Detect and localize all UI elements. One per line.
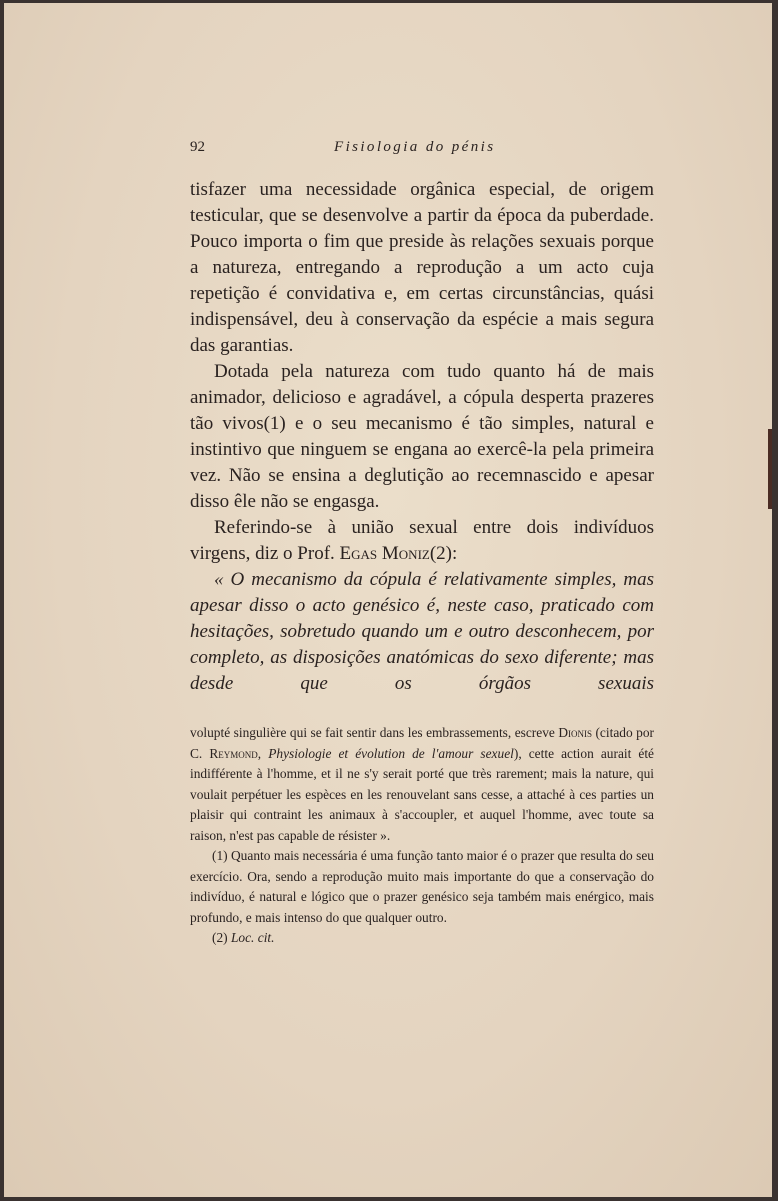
footnote-2-text: Loc. cit. bbox=[230, 930, 275, 945]
footnote-cont-text-b: (citado por C. bbox=[190, 725, 654, 761]
cited-author-reymond: Reymond bbox=[209, 745, 258, 761]
paragraph-2 bbox=[190, 359, 654, 515]
paragraph-3 bbox=[190, 515, 654, 567]
author-name: Egas Moniz bbox=[339, 543, 430, 564]
page-edge-mark bbox=[768, 429, 772, 509]
cited-title: Physiologie et évolution de l'amour sexuel bbox=[268, 745, 514, 761]
body-text bbox=[190, 177, 654, 697]
quotation: « O mecanismo da cópula é relativamente simples, mas apesar disso o acto genésico é, neste caso, praticado com hesitações, sobretudo quando um e outro desconhecem, por completo, as disposições anatómicas do sexo diferente; mas desde que os órgãos sexuais bbox=[190, 569, 654, 694]
footnotes bbox=[190, 723, 654, 949]
footnote-ref-1: (1) bbox=[263, 413, 286, 434]
paragraph-2-text-a: Dotada pela natureza com tudo quanto há de mais animador, delicioso e agradável, a cópula desperta prazeres tão vivos bbox=[190, 361, 654, 434]
paragraph-1: tisfazer uma necessidade orgânica especial, de origem testicular, que se desenvolve a partir da época da puberdade. Pouco importa o fim que preside às relações sexuais porque a natureza, entregando a reprodução a um acto cuja repetição é convidativa e, em certas circunstâncias, quási indispensável, deu à conservação da espécie a mais segura das garantias. bbox=[190, 179, 654, 356]
paragraph-3-text: Referindo-se à união sexual entre dois indivíduos virgens, diz o Prof. bbox=[190, 517, 654, 564]
page-number: 92 bbox=[190, 139, 205, 155]
footnote-ref-2: (2): bbox=[429, 543, 458, 564]
paragraph-2-text-b: e o seu mecanismo é tão simples, natural e instintivo que ninguem se engana ao exercê-la pela primeira vez. Não se ensina a deglutição ao recemnascido e apesar disso êle não se engasga. bbox=[190, 413, 654, 512]
page-header bbox=[190, 139, 654, 161]
cited-author-dionis: Dionis bbox=[558, 725, 592, 740]
book-page bbox=[4, 3, 772, 1197]
footnote-cont-text-a: volupté singulière qui se fait sentir dans les embrassements, escreve bbox=[190, 725, 559, 740]
footnote-continuation bbox=[190, 723, 654, 846]
footnote-2 bbox=[190, 928, 654, 949]
footnote-cont-text-d: ), cette action aurait été indifférente à l'homme, et il ne s'y serait porté que très rarement; mais la nature, qui voulait perpétuer les espèces en les renouvelant sans cesse, a attaché à ces parties un plaisir qui contraint les animaux à s'accoupler, et auquel l'homme, avec toute sa raison, n'est pas capable de résister ». bbox=[190, 745, 654, 843]
footnote-2-number: (2) bbox=[212, 930, 231, 945]
footnote-cont-text-c: , bbox=[257, 745, 269, 761]
running-head: Fisiologia do pénis bbox=[334, 139, 496, 155]
footnote-1: (1) Quanto mais necessária é uma função tanto maior é o prazer que resulta do seu exercício. Ora, sendo a reprodução muito mais importante do que a conservação do indivíduo, é natural e lógico que o prazer genésico seja também mais enérgico, mais profundo, e mais intenso do que qualquer outro. bbox=[190, 848, 654, 925]
